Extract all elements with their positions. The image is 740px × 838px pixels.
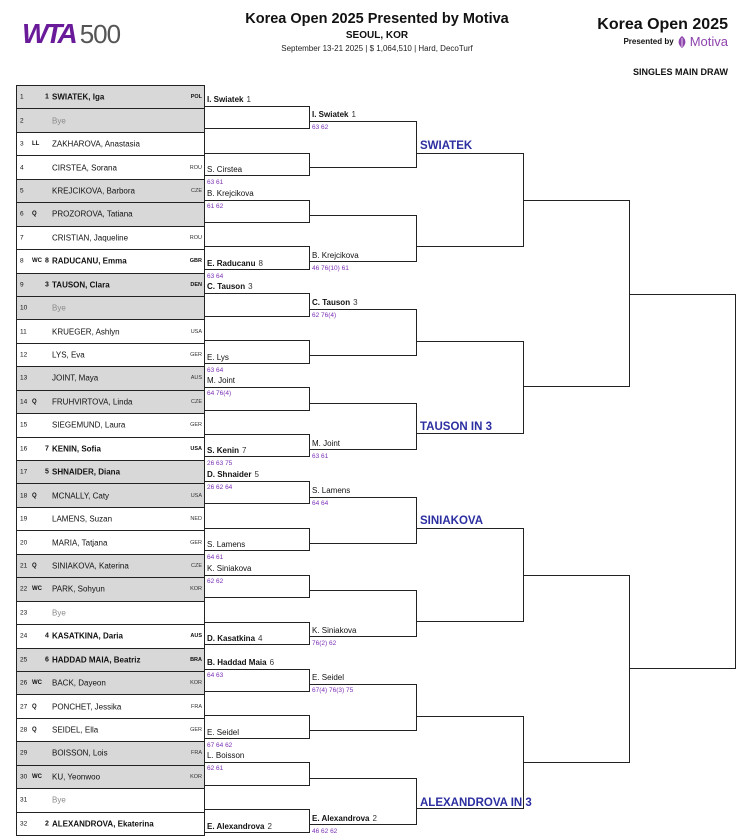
country-code: KOR <box>190 680 202 687</box>
draw-row <box>17 391 204 414</box>
player-name: JOINT, Maya <box>52 373 99 383</box>
bracket-player-name: E. Alexandrova <box>207 821 265 831</box>
country-code: CZE <box>191 398 202 405</box>
match-score: 62 61 <box>207 765 224 773</box>
draw-number: 12 <box>20 351 28 359</box>
player-name: PARK, Sohyun <box>52 584 105 594</box>
draw-number: 25 <box>20 656 28 664</box>
wta-logo-text: WTA <box>22 18 75 49</box>
player-name: RADUCANU, Emma <box>52 256 127 266</box>
bracket-player-name: K. Siniakova <box>312 626 357 636</box>
bracket-player <box>207 189 254 199</box>
draw-number: 16 <box>20 445 28 453</box>
match-score: 26 62 64 <box>207 483 233 491</box>
player-name: KRUEGER, Ashlyn <box>52 327 120 337</box>
country-code: BRA <box>190 656 202 663</box>
country-code: GER <box>190 352 202 359</box>
match-score: 63 61 <box>312 452 329 460</box>
motiva-leaf-icon <box>677 36 687 48</box>
draw-row <box>17 578 204 601</box>
draw-number: 15 <box>20 421 28 429</box>
country-code: GER <box>190 727 202 734</box>
bracket-player <box>312 110 356 120</box>
bracket-player <box>207 353 229 363</box>
player-name: LAMENS, Suzan <box>52 514 113 524</box>
bracket-player-name: B. Haddad Maia <box>207 657 267 667</box>
draw-row <box>17 813 204 836</box>
bracket-player <box>207 658 274 668</box>
draw-row <box>17 344 204 367</box>
match-score: 67 64 62 <box>207 741 233 749</box>
country-code: POL <box>190 94 202 101</box>
entry-status: Q <box>32 703 37 710</box>
draw-row <box>17 625 204 648</box>
bracket-player-name: C. Tauson <box>312 298 351 308</box>
draw-row <box>17 766 204 789</box>
country-code: ROU <box>189 234 202 241</box>
entry-status: WC <box>32 680 42 687</box>
bracket-player <box>207 259 263 269</box>
match-score: 64 63 <box>207 671 224 679</box>
draw-row <box>17 297 204 320</box>
draw-number: 26 <box>20 679 28 687</box>
seed-number: 4 <box>45 632 49 640</box>
draw-number: 2 <box>20 117 24 125</box>
draw-number: 6 <box>20 210 24 218</box>
bracket-player <box>312 439 340 449</box>
bracket-seed: 5 <box>254 469 259 479</box>
tournament-info: September 13-21 2025 | $ 1,064,510 | Hard, DecoTurf <box>281 44 473 53</box>
player-name: SIEGEMUND, Laura <box>52 420 126 430</box>
draw-number: 22 <box>20 585 28 593</box>
country-code: CZE <box>191 562 202 569</box>
country-code: FRA <box>191 703 202 710</box>
bracket-seed: 1 <box>351 110 356 120</box>
bracket-seed: 4 <box>258 634 263 644</box>
bracket-player-name: E. Seidel <box>207 727 240 737</box>
bracket-player-name: E. Alexandrova <box>312 813 370 823</box>
entry-status: Q <box>32 398 37 405</box>
draw-number: 31 <box>20 796 28 804</box>
draw-row <box>17 86 204 109</box>
bracket-player-name: B. Krejcikova <box>207 188 254 198</box>
bracket-seed: 3 <box>248 282 253 292</box>
country-code: NED <box>190 516 202 523</box>
draw-number: 23 <box>20 609 28 617</box>
player-name: CRISTIAN, Jaqueline <box>52 233 129 243</box>
draw-number: 28 <box>20 726 28 734</box>
draw-row <box>17 227 204 250</box>
bracket-player-name: C. Tauson <box>207 282 246 292</box>
draw-row <box>17 203 204 226</box>
country-code: CZE <box>191 187 202 194</box>
entry-status: Q <box>32 211 37 218</box>
bracket-player <box>207 376 235 386</box>
bracket-connector <box>417 153 524 247</box>
country-code: KOR <box>190 586 202 593</box>
seed-number: 1 <box>45 93 49 101</box>
bracket-player-name: B. Krejcikova <box>312 251 359 261</box>
player-name: SHNAIDER, Diana <box>52 467 121 477</box>
draw-number: 7 <box>20 234 24 242</box>
draw-number: 4 <box>20 164 24 172</box>
draw-row <box>17 789 204 812</box>
bracket-connector <box>417 341 524 435</box>
draw-number: 17 <box>20 468 28 476</box>
player-name: KASATKINA, Daria <box>52 631 123 641</box>
country-code: GER <box>190 422 202 429</box>
player-name: LYS, Eva <box>52 350 85 360</box>
player-name: PROZOROVA, Tatiana <box>52 209 133 219</box>
bracket-seed: 8 <box>258 258 263 268</box>
draw-row <box>17 484 204 507</box>
draw-number: 10 <box>20 304 28 312</box>
bracket-player <box>312 814 377 824</box>
player-name: MCNALLY, Caty <box>52 491 110 501</box>
draw-row <box>17 438 204 461</box>
country-code: USA <box>190 492 202 499</box>
country-code: USA <box>190 328 202 335</box>
draw-row <box>17 602 204 625</box>
player-name: FRUHVIRTOVA, Linda <box>52 397 133 407</box>
seed-number: 3 <box>45 281 49 289</box>
player-name: TAUSON, Clara <box>52 280 110 290</box>
entry-status: Q <box>32 727 37 734</box>
draw-number: 20 <box>20 539 28 547</box>
bracket-connector <box>524 575 630 763</box>
bracket-player <box>207 634 262 644</box>
player-name: KENIN, Sofia <box>52 444 101 454</box>
sponsor-name: Motiva <box>689 34 728 49</box>
player-name: HADDAD MAIA, Beatriz <box>52 655 141 665</box>
draw-number: 9 <box>20 281 24 289</box>
draw-row <box>17 531 204 554</box>
draw-number: 19 <box>20 515 28 523</box>
bracket-player <box>207 728 239 738</box>
draw-number: 18 <box>20 492 28 500</box>
player-name: Bye <box>52 116 66 126</box>
bracket-player-name: K. Siniakova <box>207 563 252 573</box>
bracket-player <box>207 564 251 574</box>
bracket-seed: 3 <box>353 298 358 308</box>
draw-number: 3 <box>20 140 24 148</box>
draw-number: 13 <box>20 374 28 382</box>
draw-row <box>17 133 204 156</box>
player-name: ZAKHAROVA, Anastasia <box>52 139 140 149</box>
bracket-player-name: M. Joint <box>207 376 236 386</box>
entry-status: WC <box>32 258 42 265</box>
bracket-player-name: E. Seidel <box>312 673 345 683</box>
country-code: KOR <box>190 773 202 780</box>
bracket-connector <box>417 716 524 810</box>
bracket-player-name: I. Swiatek <box>207 94 244 104</box>
draw-row <box>17 742 204 765</box>
bracket-player-name: M. Joint <box>312 438 341 448</box>
match-score: 63 61 <box>207 179 224 187</box>
bracket-player-name: D. Kasatkina <box>207 634 256 644</box>
bracket-seed: 2 <box>267 821 272 831</box>
seed-number: 6 <box>45 656 49 664</box>
seed-number: 7 <box>45 445 49 453</box>
draw-number: 29 <box>20 749 28 757</box>
player-name: KU, Yeonwoo <box>52 772 101 782</box>
draw-row <box>17 320 204 343</box>
player-name: SINIAKOVA, Katerina <box>52 561 129 571</box>
seed-number: 8 <box>45 257 49 265</box>
quarterfinal-result: TAUSON IN 3 <box>420 421 492 434</box>
bracket-seed: 2 <box>372 813 377 823</box>
player-name: Bye <box>52 795 66 805</box>
draw-row <box>17 461 204 484</box>
bracket-player <box>312 626 356 636</box>
match-score: 26 63 75 <box>207 460 233 468</box>
entry-status: WC <box>32 586 42 593</box>
player-name: CIRSTEA, Sorana <box>52 163 117 173</box>
draw-number: 1 <box>20 93 24 101</box>
seed-number: 5 <box>45 468 49 476</box>
wta-logo-tier: 500 <box>79 19 121 49</box>
draw-row <box>17 109 204 132</box>
draw-row <box>17 695 204 718</box>
quarterfinal-result: SINIAKOVA <box>420 515 484 528</box>
draw-row <box>17 274 204 297</box>
match-score: 46 62 62 <box>312 827 338 835</box>
player-name: BACK, Dayeon <box>52 678 106 688</box>
draw-number: 30 <box>20 773 28 781</box>
first-round-draw <box>16 85 205 836</box>
player-name: MARIA, Tatjana <box>52 538 108 548</box>
bracket-player-name: S. Cirstea <box>207 165 243 175</box>
match-score: 63 64 <box>207 272 224 280</box>
bracket-player <box>312 486 350 496</box>
draw-number: 5 <box>20 187 24 195</box>
country-code: AUS <box>190 375 202 382</box>
bracket-connector <box>630 294 736 669</box>
bracket-connector <box>417 528 524 622</box>
country-code: AUS <box>190 633 202 640</box>
match-score: 64 64 <box>312 499 329 507</box>
entry-status: Q <box>32 562 37 569</box>
country-code: GER <box>190 539 202 546</box>
bracket-player <box>312 251 359 261</box>
match-score: 63 62 <box>312 124 329 132</box>
bracket-player <box>207 540 245 550</box>
bracket-player <box>207 95 251 105</box>
match-score: 62 76(4) <box>312 312 337 320</box>
draw-number: 14 <box>20 398 28 406</box>
wta-500-logo <box>22 18 120 48</box>
bracket-connector <box>205 106 310 129</box>
quarterfinal-result: SWIATEK <box>420 139 473 152</box>
bracket-player-name: S. Lamens <box>312 485 351 495</box>
presented-by-label: Presented by <box>623 37 674 46</box>
match-score: 64 76(4) <box>207 390 232 398</box>
bracket-player <box>312 298 358 308</box>
player-name: SEIDEL, Ella <box>52 725 99 735</box>
bracket-seed: 1 <box>246 94 251 104</box>
bracket-player-name: I. Swiatek <box>312 110 349 120</box>
country-code: FRA <box>191 750 202 757</box>
draw-number: 21 <box>20 562 28 570</box>
player-name: Bye <box>52 303 66 313</box>
bracket-connector <box>524 200 630 388</box>
bracket-connector <box>205 293 310 316</box>
draw-row <box>17 649 204 672</box>
match-score: 46 76(10) 61 <box>312 265 349 273</box>
draw-number: 24 <box>20 632 28 640</box>
bracket-seed: 7 <box>242 446 247 456</box>
player-name: Bye <box>52 608 66 618</box>
country-code: GBR <box>189 258 202 265</box>
sponsor-tournament-title: Korea Open 2025 <box>597 16 728 33</box>
player-name: PONCHET, Jessika <box>52 702 122 712</box>
bracket-player-name: E. Raducanu <box>207 258 256 268</box>
draw-row <box>17 250 204 273</box>
bracket-player-name: D. Shnaider <box>207 469 252 479</box>
tournament-title: Korea Open 2025 Presented by Motiva <box>245 11 509 27</box>
bracket-player <box>207 470 259 480</box>
player-name: SWIATEK, Iga <box>52 92 105 102</box>
draw-row <box>17 414 204 437</box>
country-code: USA <box>190 445 202 452</box>
draw-row <box>17 555 204 578</box>
bracket-player <box>207 446 246 456</box>
entry-status: LL <box>32 141 40 148</box>
country-code: DEN <box>190 281 202 288</box>
match-score: 67(4) 76(3) 75 <box>312 687 354 695</box>
match-score: 61 62 <box>207 202 224 210</box>
bracket-player-name: E. Lys <box>207 352 229 362</box>
draw-row <box>17 367 204 390</box>
country-code: ROU <box>189 164 202 171</box>
entry-status: Q <box>32 492 37 499</box>
bracket-player-name: S. Lamens <box>207 540 246 550</box>
bracket-player <box>207 751 244 761</box>
draw-number: 27 <box>20 703 28 711</box>
tournament-location: SEOUL, KOR <box>345 30 409 41</box>
draw-row <box>17 672 204 695</box>
player-name: ALEXANDROVA, Ekaterina <box>52 819 154 829</box>
bracket-player <box>312 673 344 683</box>
draw-row <box>17 156 204 179</box>
player-name: KREJCIKOVA, Barbora <box>52 186 135 196</box>
match-score: 76(2) 62 <box>312 640 337 648</box>
sponsor-logo <box>623 34 728 49</box>
player-name: BOISSON, Lois <box>52 748 108 758</box>
draw-number: 11 <box>20 328 27 336</box>
match-score: 64 61 <box>207 554 224 562</box>
seed-number: 2 <box>45 820 49 828</box>
draw-row <box>17 719 204 742</box>
bracket-player-name: L. Boisson <box>207 751 245 761</box>
draw-number: 32 <box>20 820 28 828</box>
draw-type-label: SINGLES MAIN DRAW <box>632 67 728 77</box>
quarterfinal-result: ALEXANDROVA IN 3 <box>420 796 532 809</box>
bracket-player <box>207 165 242 175</box>
bracket-seed: 6 <box>269 657 275 667</box>
bracket-player <box>207 282 253 292</box>
bracket-player-name: S. Kenin <box>207 446 240 456</box>
draw-row <box>17 180 204 203</box>
entry-status: WC <box>32 773 42 780</box>
match-score: 63 64 <box>207 366 224 374</box>
draw-row <box>17 508 204 531</box>
match-score: 62 62 <box>207 577 224 585</box>
bracket-player <box>207 822 272 832</box>
draw-number: 8 <box>20 257 24 265</box>
